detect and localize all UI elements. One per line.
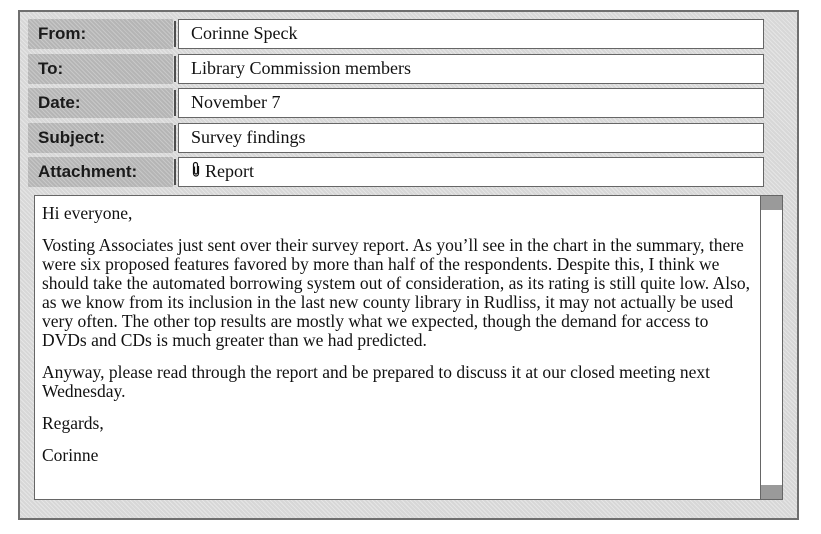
scroll-up-button[interactable]: [761, 196, 782, 210]
date-label: Date:: [28, 88, 173, 118]
paperclip-icon: [191, 159, 201, 186]
subject-field[interactable]: Survey findings: [178, 123, 764, 153]
label-divider: [174, 21, 176, 47]
attachment-label: Attachment:: [28, 157, 173, 187]
body-paragraph-1: Vosting Associates just sent over their survey report. As you’ll see in the chart in the summary, there were six proposed features favored by more than half of the respondents. Despite this, I think we should take the automated borrowing system out of consideration, as its rating is still quite low. Also, as we know from its inclusion in the last new county library in Rudliss, it may not actually be used very often. The other top results are mostly what we expected, though the demand for access to DVDs and CDs is much greater than we had predicted.: [42, 235, 751, 350]
attachment-row: [28, 157, 785, 187]
attachment-name[interactable]: Report: [205, 161, 254, 181]
email-window: [18, 10, 799, 520]
label-divider: [174, 159, 176, 185]
subject-row: [28, 123, 785, 153]
greeting-text: Hi everyone,: [42, 203, 133, 223]
message-body: [34, 195, 761, 500]
message-scrollbar[interactable]: [761, 195, 783, 500]
body-paragraph-2: Anyway, please read through the report and be prepared to discuss it at our closed meeting next Wednesday.: [42, 362, 711, 401]
date-field[interactable]: November 7: [178, 88, 764, 118]
date-row: [28, 88, 785, 118]
attachment-field[interactable]: [178, 157, 764, 187]
to-row: [28, 54, 785, 84]
to-label: To:: [28, 54, 173, 84]
from-field[interactable]: Corinne Speck: [178, 19, 764, 49]
label-divider: [174, 56, 176, 82]
label-divider: [174, 90, 176, 116]
from-label: From:: [28, 19, 173, 49]
scroll-down-button[interactable]: [761, 485, 782, 499]
label-divider: [174, 125, 176, 151]
from-row: [28, 19, 785, 49]
to-field[interactable]: Library Commission members: [178, 54, 764, 84]
signature-text: Corinne: [42, 445, 99, 465]
subject-label: Subject:: [28, 123, 173, 153]
closing-text: Regards,: [42, 413, 104, 433]
